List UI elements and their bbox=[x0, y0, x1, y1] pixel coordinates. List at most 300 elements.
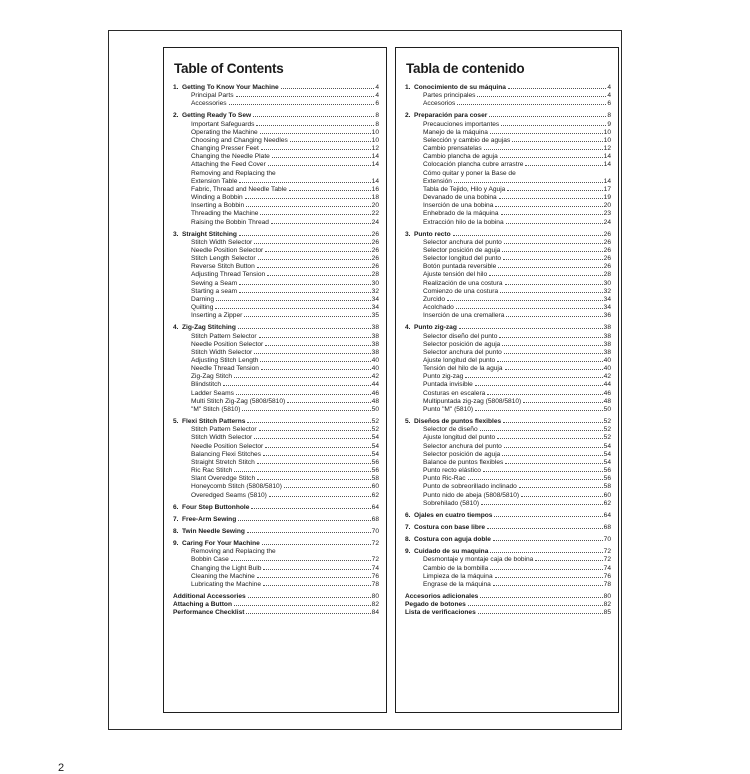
toc-entry bbox=[405, 137, 611, 145]
toc-page-number: 58 bbox=[371, 475, 379, 483]
toc-page-number: 46 bbox=[603, 389, 611, 397]
toc-entry-label: Ajuste tensión del hilo bbox=[423, 271, 488, 279]
toc-page-number: 72 bbox=[603, 556, 611, 564]
toc-page-number: 52 bbox=[603, 434, 611, 442]
dot-leader bbox=[505, 369, 603, 370]
dot-leader bbox=[456, 308, 603, 309]
dot-leader bbox=[484, 149, 603, 150]
toc-entry-label: Stitch Pattern Selector bbox=[191, 332, 257, 340]
dot-leader bbox=[504, 447, 603, 448]
toc-section bbox=[405, 524, 611, 532]
toc-section bbox=[173, 112, 379, 226]
toc-entry-label: Stitch Pattern Selector bbox=[191, 426, 257, 434]
toc-entry-label: Selector posición de aguja bbox=[423, 246, 501, 254]
spanish-toc-body bbox=[405, 84, 611, 618]
dot-leader bbox=[234, 377, 371, 378]
toc-entry-label: Needle Position Selector bbox=[191, 246, 264, 254]
toc-entry-label: Slant Overedge Stitch bbox=[191, 475, 256, 483]
dot-leader bbox=[238, 328, 371, 329]
dot-leader bbox=[256, 125, 374, 126]
toc-entry bbox=[173, 426, 379, 434]
dot-leader bbox=[263, 455, 371, 456]
toc-entry bbox=[405, 467, 611, 475]
toc-entry-label: Comienzo de una costura bbox=[423, 287, 499, 295]
toc-entry bbox=[405, 202, 611, 210]
toc-page-number: 50 bbox=[371, 405, 379, 413]
toc-entry-label: Accessories bbox=[191, 100, 227, 108]
toc-page-number: 54 bbox=[371, 450, 379, 458]
toc-entry-label: Balance de puntos flexibles bbox=[423, 458, 504, 466]
toc-page-number: 76 bbox=[603, 572, 611, 580]
dot-leader bbox=[508, 88, 606, 89]
toc-page-number: 14 bbox=[371, 153, 379, 161]
toc-section-number: 3. bbox=[173, 230, 179, 238]
toc-entry bbox=[173, 239, 379, 247]
toc-entry-label: Desmontaje y montaje caja de bobina bbox=[423, 556, 534, 564]
toc-section-heading bbox=[405, 524, 611, 532]
toc-page-number: 68 bbox=[603, 523, 611, 531]
toc-entry bbox=[405, 255, 611, 263]
toc-page-number: 26 bbox=[603, 230, 611, 238]
toc-page-number: 38 bbox=[371, 348, 379, 356]
toc-entry-label: Threading the Machine bbox=[191, 210, 259, 218]
toc-page-number: 60 bbox=[603, 491, 611, 499]
toc-entry bbox=[405, 381, 611, 389]
toc-entry-label: Starting a seam bbox=[191, 287, 238, 295]
toc-entry bbox=[173, 153, 379, 161]
dot-leader bbox=[215, 308, 370, 309]
toc-section bbox=[405, 418, 611, 508]
dot-leader bbox=[287, 402, 370, 403]
toc-extra-entry bbox=[173, 593, 379, 601]
toc-entry-label: Four Step Buttonhole bbox=[182, 503, 250, 511]
toc-section bbox=[405, 112, 611, 226]
toc-page-number: 76 bbox=[371, 572, 379, 580]
dot-leader bbox=[507, 190, 602, 191]
toc-section bbox=[173, 418, 379, 500]
toc-entry bbox=[173, 406, 379, 414]
dot-leader bbox=[505, 463, 602, 464]
toc-section bbox=[405, 84, 611, 108]
toc-entry bbox=[173, 161, 379, 169]
toc-entry bbox=[405, 92, 611, 100]
toc-entry bbox=[405, 194, 611, 202]
toc-entry-label: Quilting bbox=[191, 304, 214, 312]
toc-entry bbox=[173, 186, 379, 194]
toc-entry-label: Punto zig-zag bbox=[414, 324, 457, 332]
toc-entry bbox=[173, 467, 379, 475]
dot-leader bbox=[260, 361, 370, 362]
toc-entry-label: Balancing Flexi Stitches bbox=[191, 450, 262, 458]
toc-page-number: 26 bbox=[371, 255, 379, 263]
toc-entry bbox=[405, 312, 611, 320]
toc-page-number: 26 bbox=[603, 255, 611, 263]
toc-entry-label: Selector posición de aguja bbox=[423, 340, 501, 348]
toc-entry bbox=[405, 500, 611, 508]
toc-page-number: 54 bbox=[371, 434, 379, 442]
toc-page-number: 78 bbox=[371, 580, 379, 588]
toc-section bbox=[173, 516, 379, 524]
toc-section-number: 6. bbox=[173, 503, 179, 511]
toc-entry-label: Ajuste longitud del punto bbox=[423, 357, 496, 364]
toc-section-number: 5. bbox=[173, 418, 179, 426]
toc-section bbox=[173, 504, 379, 512]
toc-entry-label: Cómo quitar y poner la Base de bbox=[423, 169, 516, 177]
toc-entry-label: Stitch Width Selector bbox=[191, 434, 253, 442]
toc-page-number: 20 bbox=[371, 202, 379, 210]
toc-page-number: 42 bbox=[371, 373, 379, 381]
toc-section bbox=[405, 548, 611, 589]
dot-leader bbox=[269, 496, 371, 497]
toc-page-number: 20 bbox=[603, 202, 611, 210]
toc-entry bbox=[173, 247, 379, 255]
toc-entry-label: Choosing and Changing Needles bbox=[191, 136, 288, 144]
toc-entry bbox=[173, 145, 379, 153]
toc-extra-entry bbox=[405, 609, 611, 617]
toc-entry-label: Punto nido de abeja (5808/5810) bbox=[423, 491, 520, 499]
toc-page-number: 52 bbox=[603, 418, 611, 426]
toc-page-number: 12 bbox=[603, 145, 611, 153]
toc-entry-label: Punto zig-zag bbox=[423, 373, 464, 381]
dot-leader bbox=[236, 394, 371, 395]
english-toc-panel bbox=[163, 47, 387, 713]
toc-page-number: 14 bbox=[603, 153, 611, 161]
toc-page-number: 60 bbox=[371, 483, 379, 491]
toc-section-number: 3. bbox=[405, 230, 411, 238]
toc-entry bbox=[405, 341, 611, 349]
toc-page-number: 17 bbox=[603, 185, 611, 193]
toc-entry bbox=[405, 390, 611, 398]
toc-entry bbox=[405, 263, 611, 271]
toc-entry-label: Straight Stitching bbox=[182, 230, 237, 238]
toc-section-heading bbox=[173, 540, 379, 548]
dot-leader bbox=[478, 613, 603, 614]
toc-page-number: 48 bbox=[371, 397, 379, 405]
dot-leader bbox=[501, 125, 606, 126]
dot-leader bbox=[525, 165, 602, 166]
toc-entry-label: Selector diseño del punto bbox=[423, 332, 498, 340]
toc-entry bbox=[173, 548, 379, 556]
toc-entry bbox=[405, 406, 611, 414]
toc-entry bbox=[405, 170, 611, 178]
toc-entry bbox=[173, 443, 379, 451]
toc-entry-label: Stitch Width Selector bbox=[191, 348, 253, 356]
toc-entry-label: Removing and Replacing the bbox=[191, 548, 276, 556]
toc-section bbox=[173, 528, 379, 536]
toc-entry bbox=[405, 365, 611, 373]
toc-entry bbox=[405, 121, 611, 129]
toc-entry-label: Costuras en escalera bbox=[423, 389, 486, 397]
toc-entry bbox=[173, 581, 379, 589]
toc-section-number: 6. bbox=[405, 511, 411, 519]
toc-entry-label: Lista de verificaciones bbox=[405, 609, 476, 617]
dot-leader bbox=[268, 165, 371, 166]
toc-section-heading bbox=[173, 516, 379, 524]
toc-entry-label: Selector longitud del punto bbox=[423, 255, 502, 263]
toc-entry bbox=[173, 280, 379, 288]
toc-entry bbox=[173, 459, 379, 467]
toc-page-number: 38 bbox=[603, 324, 611, 332]
toc-entry-label: Selector posición de aguja bbox=[423, 450, 501, 458]
toc-page-number: 82 bbox=[371, 601, 379, 609]
toc-entry bbox=[173, 434, 379, 442]
toc-entry bbox=[405, 565, 611, 573]
dot-leader bbox=[480, 597, 602, 598]
toc-entry-label: Honeycomb Stitch (5808/5810) bbox=[191, 483, 282, 491]
toc-entry-label: Attaching the Feed Cover bbox=[191, 161, 266, 169]
toc-entry bbox=[405, 145, 611, 153]
toc-entry-label: Punto de sobreorillado inclinado bbox=[423, 483, 517, 491]
toc-entry bbox=[405, 451, 611, 459]
toc-page-number: 62 bbox=[603, 499, 611, 507]
toc-entry-label: Precauciones importantes bbox=[423, 120, 500, 128]
toc-page-number: 34 bbox=[371, 304, 379, 312]
toc-entry bbox=[405, 434, 611, 442]
toc-entry bbox=[405, 296, 611, 304]
toc-entry-label: Operating the Machine bbox=[191, 128, 258, 136]
dot-leader bbox=[459, 328, 603, 329]
dot-leader bbox=[500, 292, 603, 293]
english-toc-title: Table of Contents bbox=[174, 61, 284, 76]
toc-section-heading bbox=[173, 324, 379, 332]
dot-leader bbox=[254, 438, 370, 439]
dot-leader bbox=[265, 251, 370, 252]
dot-leader bbox=[502, 251, 602, 252]
toc-page-number: 14 bbox=[371, 161, 379, 169]
dot-leader bbox=[489, 116, 606, 117]
dot-leader bbox=[265, 345, 370, 346]
toc-entry-label: Punto recto elástico bbox=[423, 467, 481, 475]
page-number: 2 bbox=[58, 762, 65, 774]
toc-entry-label: Additional Accessories bbox=[173, 593, 246, 601]
toc-entry bbox=[173, 202, 379, 210]
toc-entry-label: Cuidado de su maquina bbox=[414, 548, 489, 556]
dot-leader bbox=[493, 585, 603, 586]
toc-page-number: 18 bbox=[371, 194, 379, 202]
dot-leader bbox=[468, 605, 603, 606]
toc-entry bbox=[173, 170, 379, 178]
dot-leader bbox=[457, 104, 606, 105]
dot-leader bbox=[263, 569, 370, 570]
toc-entry-label: Extracción hilo de la bobina bbox=[423, 218, 504, 226]
toc-page-number: 8 bbox=[375, 120, 379, 128]
toc-entry-label: Important Safeguards bbox=[191, 120, 255, 128]
toc-entry bbox=[405, 459, 611, 467]
toc-page-number: 8 bbox=[375, 112, 379, 120]
dot-leader bbox=[477, 96, 606, 97]
toc-page-number: 56 bbox=[603, 475, 611, 483]
dot-leader bbox=[244, 316, 370, 317]
toc-page-number: 80 bbox=[371, 593, 379, 601]
toc-entry-label: Limpieza de la máquina bbox=[423, 572, 493, 580]
toc-entry-label: Conocimiento de su máquina bbox=[414, 84, 506, 91]
toc-entry-label: Puntada invisible bbox=[423, 381, 473, 389]
dot-leader bbox=[242, 410, 370, 411]
toc-page-number: 56 bbox=[371, 467, 379, 475]
toc-entry bbox=[173, 312, 379, 320]
toc-page-number: 64 bbox=[371, 503, 379, 511]
toc-page-number: 52 bbox=[371, 418, 379, 426]
toc-section-heading bbox=[173, 112, 379, 120]
toc-section-number: 5. bbox=[405, 418, 411, 426]
toc-page-number: 74 bbox=[371, 564, 379, 572]
toc-page-number: 48 bbox=[603, 397, 611, 405]
dot-leader bbox=[263, 585, 371, 586]
toc-page-number: 74 bbox=[603, 564, 611, 572]
toc-section bbox=[173, 84, 379, 108]
dot-leader bbox=[475, 385, 603, 386]
dot-leader bbox=[498, 267, 602, 268]
toc-entry-label: Enhebrado de la máquina bbox=[423, 210, 499, 218]
toc-page-number: 58 bbox=[603, 483, 611, 491]
dot-leader bbox=[495, 206, 602, 207]
dot-leader bbox=[487, 394, 602, 395]
toc-entry-label: Partes principales bbox=[423, 92, 476, 100]
toc-page-number: 38 bbox=[603, 332, 611, 340]
toc-entry-label: Needle Thread Tension bbox=[191, 365, 259, 373]
toc-entry bbox=[173, 304, 379, 312]
toc-extra-entry bbox=[173, 601, 379, 609]
dot-leader bbox=[475, 410, 603, 411]
toc-entry bbox=[173, 219, 379, 227]
toc-section bbox=[173, 324, 379, 414]
spanish-toc-title: Tabla de contenido bbox=[406, 61, 525, 76]
toc-extra-entry bbox=[405, 601, 611, 609]
toc-page-number: 30 bbox=[371, 279, 379, 287]
toc-entry-label: Stitch Length Selector bbox=[191, 255, 256, 263]
toc-page-number: 70 bbox=[603, 536, 611, 544]
toc-section-heading bbox=[173, 418, 379, 426]
toc-entry-label: Acolchado bbox=[423, 304, 454, 312]
dot-leader bbox=[259, 430, 371, 431]
toc-entry-label: Adjusting Stitch Length bbox=[191, 357, 259, 364]
toc-entry-label: Punto Ric-Rac bbox=[423, 475, 466, 483]
spanish-toc-panel bbox=[395, 47, 619, 713]
toc-entry-label: Twin Needle Sewing bbox=[182, 527, 245, 535]
toc-page-number: 34 bbox=[603, 295, 611, 303]
dot-leader bbox=[254, 353, 370, 354]
toc-entry bbox=[405, 373, 611, 381]
dot-leader bbox=[257, 267, 371, 268]
dot-leader bbox=[506, 223, 603, 224]
dot-leader bbox=[262, 544, 371, 545]
toc-entry-label: Tensión del hilo de la aguja bbox=[423, 365, 503, 373]
toc-entry-label: Cleaning the Machine bbox=[191, 572, 255, 580]
dot-leader bbox=[289, 190, 371, 191]
toc-page-number: 4 bbox=[607, 92, 611, 100]
toc-entry bbox=[173, 255, 379, 263]
toc-entry bbox=[173, 137, 379, 145]
toc-entry-label: Botón puntada reversible bbox=[423, 263, 497, 271]
dot-leader bbox=[489, 275, 603, 276]
dot-leader bbox=[258, 259, 371, 260]
toc-entry-label: Cambio plancha de aguja bbox=[423, 153, 498, 161]
toc-entry bbox=[173, 341, 379, 349]
toc-page-number: 24 bbox=[371, 218, 379, 226]
toc-page-number: 26 bbox=[371, 246, 379, 254]
toc-entry-label: Zig-Zag Stitching bbox=[182, 324, 236, 332]
toc-entry-label: Changing the Light Bulb bbox=[191, 564, 262, 572]
toc-entry bbox=[405, 349, 611, 357]
toc-entry bbox=[173, 492, 379, 500]
toc-entry bbox=[173, 194, 379, 202]
toc-page-number: 32 bbox=[371, 287, 379, 295]
toc-section bbox=[173, 231, 379, 321]
dot-leader bbox=[502, 455, 602, 456]
toc-entry-label: Blindstitch bbox=[191, 381, 222, 389]
toc-page-number: 52 bbox=[371, 426, 379, 434]
toc-entry bbox=[173, 381, 379, 389]
toc-entry-label: Multipuntada zig-zag (5808/5810) bbox=[423, 397, 522, 405]
toc-entry-label: Reverse Stitch Button bbox=[191, 263, 255, 271]
dot-leader bbox=[519, 487, 603, 488]
toc-entry bbox=[405, 153, 611, 161]
toc-entry bbox=[405, 475, 611, 483]
toc-entry bbox=[405, 161, 611, 169]
dot-leader bbox=[500, 157, 603, 158]
toc-entry-label: Diseños de puntos flexibles bbox=[414, 418, 502, 426]
toc-entry bbox=[173, 129, 379, 137]
toc-entry-label: Inserción de una bobina bbox=[423, 202, 494, 210]
toc-entry-label: Principal Parts bbox=[191, 92, 234, 100]
dot-leader bbox=[257, 577, 371, 578]
toc-entry-label: Caring For Your Machine bbox=[182, 540, 260, 548]
toc-page-number: 56 bbox=[603, 467, 611, 475]
dot-leader bbox=[481, 504, 603, 505]
toc-entry bbox=[405, 178, 611, 186]
toc-section-heading bbox=[405, 231, 611, 239]
dot-leader bbox=[260, 214, 370, 215]
toc-page-number: 42 bbox=[603, 373, 611, 381]
toc-entry-label: Free-Arm Sewing bbox=[182, 515, 237, 523]
toc-section-heading bbox=[173, 528, 379, 536]
toc-section bbox=[405, 324, 611, 414]
toc-extras bbox=[173, 593, 379, 617]
dot-leader bbox=[505, 284, 603, 285]
toc-entry-label: Performance Checklist bbox=[173, 609, 245, 617]
toc-entry-label: Multi Stitch Zig-Zag (5808/5810) bbox=[191, 397, 286, 405]
dot-leader bbox=[257, 479, 371, 480]
toc-page-number: 62 bbox=[371, 491, 379, 499]
toc-entry bbox=[405, 304, 611, 312]
toc-entry bbox=[173, 390, 379, 398]
toc-entry bbox=[405, 443, 611, 451]
dot-leader bbox=[487, 528, 603, 529]
toc-entry-label: Inserting a Bobbin bbox=[191, 202, 245, 210]
toc-entry-label: Ric Rac Stitch bbox=[191, 467, 233, 475]
toc-entry bbox=[405, 271, 611, 279]
toc-entry-label: Changing Presser Feet bbox=[191, 145, 259, 153]
dot-leader bbox=[502, 345, 602, 346]
toc-page-number: 54 bbox=[371, 442, 379, 450]
dot-leader bbox=[231, 560, 371, 561]
toc-entry-label: Fabric, Thread and Needle Table bbox=[191, 185, 287, 193]
toc-page-number: 32 bbox=[603, 287, 611, 295]
toc-entry-label: Overedged Seams (5810) bbox=[191, 491, 267, 499]
toc-entry-label: "M" Stitch (5810) bbox=[191, 405, 241, 413]
toc-entry-label: Pegado de botones bbox=[405, 601, 466, 609]
toc-entry bbox=[173, 483, 379, 491]
toc-section-heading bbox=[405, 536, 611, 544]
dot-leader bbox=[504, 353, 603, 354]
toc-entry-label: Cambio de la bombilla bbox=[423, 564, 489, 572]
dot-leader bbox=[480, 430, 603, 431]
toc-entry bbox=[173, 357, 379, 365]
toc-page-number: 26 bbox=[371, 263, 379, 271]
toc-entry bbox=[405, 333, 611, 341]
dot-leader bbox=[238, 520, 370, 521]
dot-leader bbox=[229, 104, 375, 105]
